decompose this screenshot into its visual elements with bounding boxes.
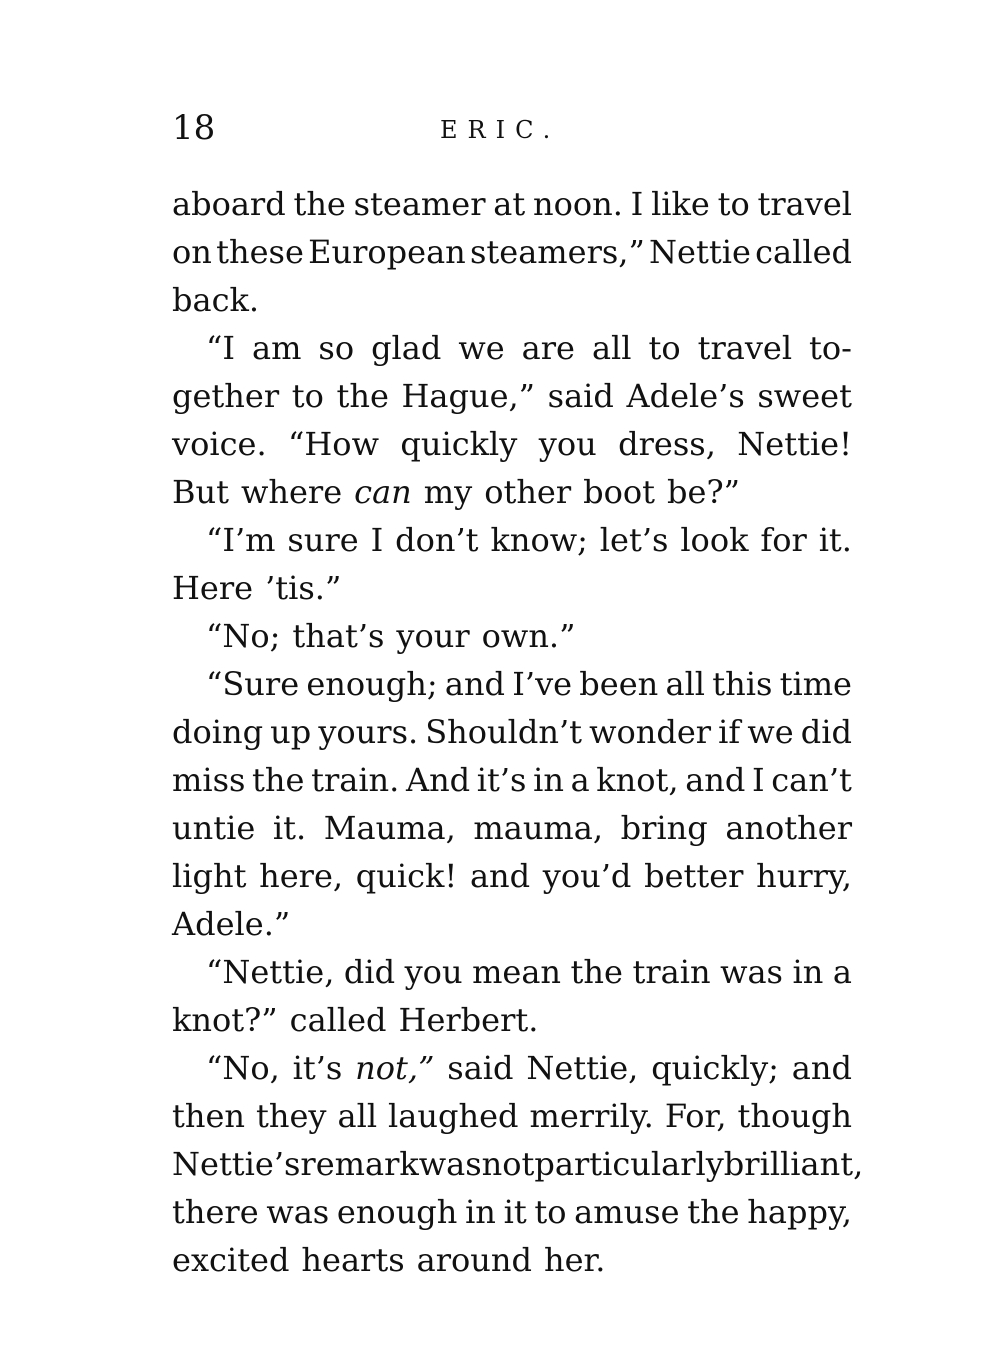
word: steamer [353,185,486,223]
word: yours. [318,713,419,751]
word: here, [259,857,344,895]
word: particularly [534,1145,724,1183]
text-line [172,1140,864,1188]
text-line [172,324,852,372]
word: brilliant, [723,1145,864,1183]
word: the [252,761,305,799]
word: sure [287,521,359,559]
word: laughed [388,1097,519,1135]
page-number: 18 [172,108,216,148]
word: miss [172,761,246,799]
word: quickly [400,425,518,463]
word: been [579,665,659,703]
word: a [832,953,852,991]
word: But [172,473,229,511]
word: they [256,1097,327,1135]
word: so [318,329,355,367]
word: the [687,1193,740,1231]
word: “No; [206,617,281,655]
word: in [792,953,824,991]
text-line [172,804,852,852]
text-line [172,1188,852,1236]
word: to [717,185,750,223]
text-line [172,276,852,324]
word: your [396,617,470,655]
word: said [447,1049,514,1087]
word: at [493,185,526,223]
word: doing [172,713,264,751]
word: the [336,377,389,415]
word: train [632,953,711,991]
running-title: ERIC. [440,116,561,144]
word: Nettie! [737,425,852,463]
word: “Sure [206,665,300,703]
word: you [538,425,597,463]
word: Nettie’s [172,1145,301,1183]
text-line [172,228,852,276]
word: it’s [292,1049,343,1087]
text-line [172,996,852,1044]
word: where [240,473,343,511]
word: mauma, [473,809,604,847]
word: hearts [301,1241,405,1279]
word: other [484,473,572,511]
word: it [503,1193,527,1231]
word: to [534,1193,567,1231]
word: For, [664,1097,727,1135]
word: I [370,521,384,559]
text-line [172,468,852,516]
word: her. [543,1241,606,1279]
word: another [725,809,852,847]
word: all [337,1097,378,1135]
word: called [755,233,852,271]
text-line [172,372,852,420]
word: “I [206,329,235,367]
word: called [289,1001,387,1039]
word: a [570,761,590,799]
word: look [680,521,749,559]
word: are [521,329,575,367]
word: Mauma, [323,809,456,847]
word: around [416,1241,532,1279]
word: “How [288,425,379,463]
word: happy, [747,1193,852,1231]
word: knot, [596,761,679,799]
word: let’s [599,521,669,559]
word: train. [311,761,400,799]
word: excited [172,1241,290,1279]
text-line [172,756,852,804]
word: to- [809,329,852,367]
word: am [251,329,302,367]
word: though [737,1097,852,1135]
word: Hague,” [401,377,536,415]
word: “Nettie, [206,953,335,991]
text-line [172,708,852,756]
word: can’t [771,761,852,799]
word: in [465,1193,496,1231]
word: if [718,713,741,751]
word: it’s [476,761,527,799]
word: mean [472,953,562,991]
text-line [172,948,852,996]
word: was [266,1193,330,1231]
word: and [469,857,531,895]
word: be?” [667,473,740,511]
word: to [648,329,681,367]
word: sweet [757,377,852,415]
word: travel [757,185,852,223]
word: amuse [574,1193,680,1231]
word: dress, [618,425,716,463]
text-line [172,660,852,708]
text-line [172,900,852,948]
word: we [458,329,505,367]
word: remark [300,1145,419,1183]
word: travel [697,329,793,367]
word: aboard [172,185,286,223]
word: for [760,521,807,559]
word: quick! [355,857,458,895]
word: in [533,761,564,799]
word: know; [490,521,588,559]
word: gether [172,377,280,415]
word: I’ve [512,665,573,703]
word: it. [272,809,307,847]
word: voice. [172,425,267,463]
word: can [354,473,412,511]
word: Adele.” [172,905,291,943]
word: was [418,1145,482,1183]
word: and [444,665,506,703]
word: the [570,953,623,991]
text-line [172,420,852,468]
word: glad [371,329,442,367]
word: untie [172,809,256,847]
word: this [712,665,773,703]
word: time [779,665,852,703]
word: boot [583,473,656,511]
word: it. [818,521,852,559]
word: enough; [306,665,438,703]
word: European [308,233,466,271]
word: quickly; [651,1049,779,1087]
word: Nettie [649,233,751,271]
word: wonder [589,713,712,751]
word: I [751,761,765,799]
word: hurry, [756,857,852,895]
word: and [685,761,746,799]
word: the [293,185,346,223]
word: Adele’s [626,377,745,415]
text-line [172,612,852,660]
word: merrily. [529,1097,654,1135]
word: bring [620,809,708,847]
word: all [665,665,706,703]
word: like [651,185,710,223]
word: you [404,953,463,991]
word: did [800,713,852,751]
word: up [270,713,312,751]
word: And [405,761,471,799]
word: noon. [532,185,623,223]
word: all [591,329,632,367]
word: my [423,473,473,511]
word: that’s [292,617,385,655]
word: said [547,377,614,415]
word: did [343,953,396,991]
word: ’tis.” [265,569,342,607]
text-line [172,852,852,900]
word: “I’m [206,521,276,559]
text-line [172,180,852,228]
word: not,” [355,1049,435,1087]
word: own.” [481,617,576,655]
word: to [291,377,324,415]
word: not [481,1145,535,1183]
word: on [172,233,212,271]
word: steamers,” [469,233,645,271]
word: was [720,953,783,991]
text-line [172,1236,852,1284]
word: “No, [206,1049,280,1087]
word: knot?” [172,1001,278,1039]
text-line [172,1044,852,1092]
word: we [747,713,794,751]
word: don’t [395,521,479,559]
word: better [644,857,744,895]
word: you’d [542,857,632,895]
word: I [630,185,644,223]
body-text [172,180,864,1284]
text-line [172,564,852,612]
word: enough [336,1193,458,1231]
word: and [791,1049,852,1087]
text-line [172,1092,852,1140]
word: Here [172,569,254,607]
word: Nettie, [526,1049,639,1087]
word: back. [172,281,260,319]
word: these [216,233,304,271]
word: Herbert. [398,1001,539,1039]
word: then [172,1097,246,1135]
text-line [172,516,852,564]
word: light [172,857,247,895]
word: there [172,1193,259,1231]
word: Shouldn’t [425,713,583,751]
